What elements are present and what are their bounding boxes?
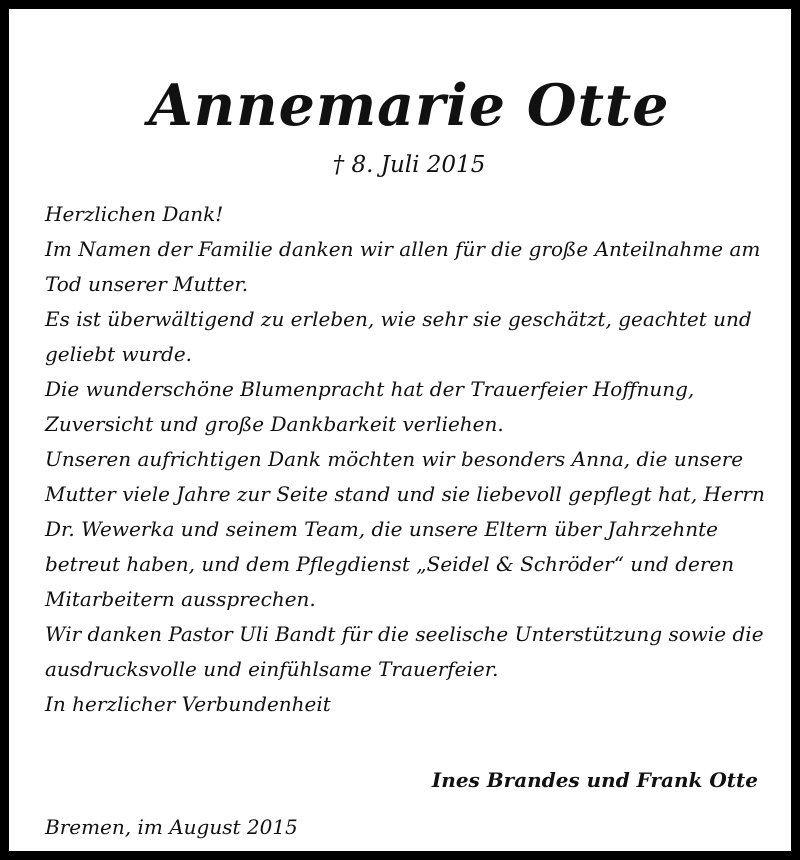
closing-line: In herzlicher Verbundenheit	[45, 692, 331, 716]
place-date: Bremen, im August 2015	[45, 815, 298, 839]
signature: Ines Brandes und Frank Otte	[431, 768, 758, 792]
paragraph-special-thanks: Unseren aufrichtigen Dank möchten wir besonders Anna, die unsere Mutter viele Jahre zur Seite stand und sie liebevoll gepflegt hat, Herrn Dr. Wewerka und seinem Team, die unsere Eltern über Jahrzehnte betreut haben, und dem Pflegdienst „Seidel & Schröder“ und deren Mitarbeitern aussprechen.	[45, 447, 765, 611]
deceased-name: Annemarie Otte	[148, 72, 670, 139]
paragraph-pastor: Wir danken Pastor Uli Bandt für die seelische Unterstützung sowie die ausdrucksvolle und einfühlsame Trauerfeier.	[45, 622, 764, 681]
notice-body	[45, 197, 779, 722]
paragraph-flowers: Die wunderschöne Blumenpracht hat der Trauerfeier Hoffnung, Zuversicht und große Dankbarkeit verliehen.	[45, 377, 695, 436]
paragraph-appreciation: Es ist überwältigend zu erleben, wie sehr sie geschätzt, geachtet und geliebt wurde.	[45, 307, 752, 366]
greeting: Herzlichen Dank!	[45, 202, 224, 226]
death-date: † 8. Juli 2015	[332, 152, 486, 178]
paragraph-thanks: Im Namen der Familie danken wir allen für die große Anteilnahme am Tod unserer Mutter.	[45, 237, 761, 296]
